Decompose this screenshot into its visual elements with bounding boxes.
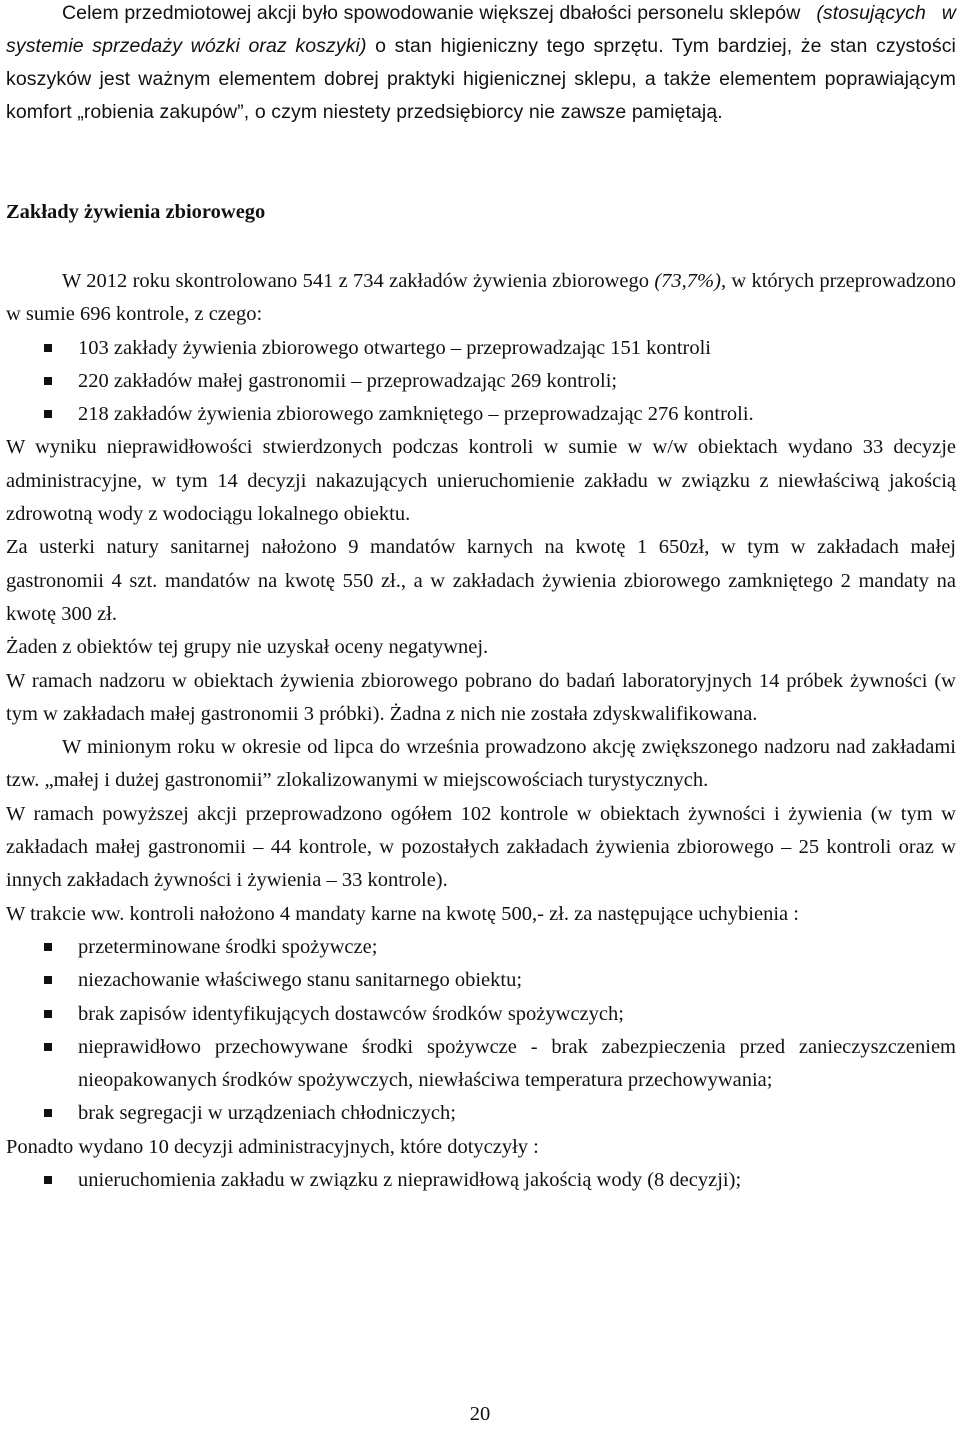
paragraph-summer-action: W minionym roku w okresie od lipca do września prowadzono akcję zwiększonego nadzoru nad zakładami tzw. „małej i dużej gastronomii” zlokalizowanymi w miejscowościach turystycznych.	[6, 736, 956, 792]
intro-paragraph	[6, 0, 956, 129]
paragraph-summary	[6, 265, 956, 332]
list-item	[6, 398, 956, 431]
paragraph-additional-decisions: Ponadto wydano 10 decyzji administracyjnych, które dotyczyły :	[6, 1135, 539, 1158]
intro-text	[6, 0, 956, 129]
list-item	[6, 1097, 956, 1130]
intro-rest: o stan higieniczny tego sprzętu. Tym bardziej, że stan czystości koszyków jest ważnym elementem dobrej praktyki higienicznej sklepu, a także elementem poprawiającym komfort „robienia zakupów”, o czym niestety przedsiębiorcy nie zawsze pamiętają.	[6, 35, 956, 123]
intro-italic: (stosujących w systemie sprzedaży wózki oraz koszyki)	[6, 2, 956, 57]
paragraph-action-results: W ramach powyższej akcji przeprowadzono ogółem 102 kontrole w obiektach żywności i żywienia (w tym w zakładach małej gastronomii – 44 kontrole, w pozostałych zakładach żywienia zbiorowego – 25 kontroli oraz w innych zakładach żywności i żywienia – 33 kontrole).	[6, 802, 956, 892]
square-bullet-icon	[44, 1109, 52, 1117]
square-bullet-icon	[44, 976, 52, 984]
summary-start: W 2012 roku skontrolowano 541 z 734 zakładów żywienia zbiorowego	[62, 270, 655, 292]
list-item-text: 103 zakłady żywienia zbiorowego otwartego – przeprowadzając 151 kontroli	[78, 336, 711, 359]
square-bullet-icon	[44, 377, 52, 385]
list-item-text: nieprawidłowo przechowywane środki spożywcze - brak zabezpieczenia przed zanieczyszczeniem nieopakowanych środków spożywczych, niewłaściwa temperatura przechowywania;	[78, 1035, 956, 1092]
square-bullet-icon	[44, 943, 52, 951]
list-item	[6, 998, 956, 1031]
paragraph-no-negative: Żaden z obiektów tej grupy nie uzyskał oceny negatywnej.	[6, 636, 489, 659]
paragraph-fines: Za usterki natury sanitarnej nałożono 9 mandatów karnych na kwotę 1 650zł, w tym w zakładach małej gastronomii 4 szt. mandatów na kwotę 550 zł., a w zakładach żywienia zbiorowego zamkniętego 2 mandaty na kwotę 300 zł.	[6, 536, 956, 625]
paragraph-decisions: W wyniku nieprawidłowości stwierdzonych podczas kontroli w sumie w w/w obiektach wydano 33 decyzje administracyjne, w tym 14 decyzji nakazujących unieruchomienie zakładu w związku z niewłaściwą jakością zdrowotną wody z wodociągu lokalnego obiektu.	[6, 436, 956, 526]
list-item-text: brak segregacji w urządzeniach chłodniczych;	[78, 1102, 456, 1125]
list-item-text: przeterminowane środki spożywcze;	[78, 935, 378, 958]
list-item-text: 218 zakładów żywienia zbiorowego zamkniętego – przeprowadzając 276 kontroli.	[78, 403, 754, 426]
square-bullet-icon	[44, 1176, 52, 1184]
list-item	[6, 964, 956, 997]
paragraph-mandates: W trakcie ww. kontroli nałożono 4 mandaty karne na kwotę 500,- zł. za następujące uchybienia :	[6, 902, 799, 925]
section-heading: Zakłady żywienia zbiorowego	[6, 201, 266, 223]
list-item-text: 220 zakładów małej gastronomii – przeprowadzając 269 kontroli;	[78, 369, 618, 392]
square-bullet-icon	[44, 1010, 52, 1018]
violations-list	[6, 931, 956, 1131]
square-bullet-icon	[44, 410, 52, 418]
list-item	[6, 931, 956, 964]
list-item	[6, 1164, 956, 1197]
list-item	[6, 365, 956, 398]
page-number: 20	[469, 1403, 491, 1425]
paragraph-samples: W ramach nadzoru w obiektach żywienia zbiorowego pobrano do badań laboratoryjnych 14 próbek żywności (w tym w zakładach małej gastronomii 3 próbki). Żadna z nich nie została zdyskwalifikowana.	[6, 669, 956, 725]
summary-end: , w których przeprowadzono w sumie 696 kontrole, z czego:	[6, 270, 956, 326]
list-item-text: niezachowanie właściwego stanu sanitarnego obiektu;	[78, 969, 523, 992]
list-item	[6, 332, 956, 365]
square-bullet-icon	[44, 344, 52, 352]
summary-percent: (73,7%)	[654, 270, 721, 292]
decisions-list	[6, 1164, 956, 1197]
list-item-text: unieruchomienia zakładu w związku z nieprawidłową jakością wody (8 decyzji);	[78, 1169, 742, 1192]
list-item	[6, 1031, 956, 1098]
main-content	[6, 265, 956, 1197]
inspection-breakdown-list	[6, 332, 956, 432]
list-item-text: brak zapisów identyfikujących dostawców środków spożywczych;	[78, 1002, 624, 1025]
square-bullet-icon	[44, 1043, 52, 1051]
intro-line-1: Celem przedmiotowej akcji było spowodowanie większej dbałości personelu sklepów	[62, 2, 801, 24]
